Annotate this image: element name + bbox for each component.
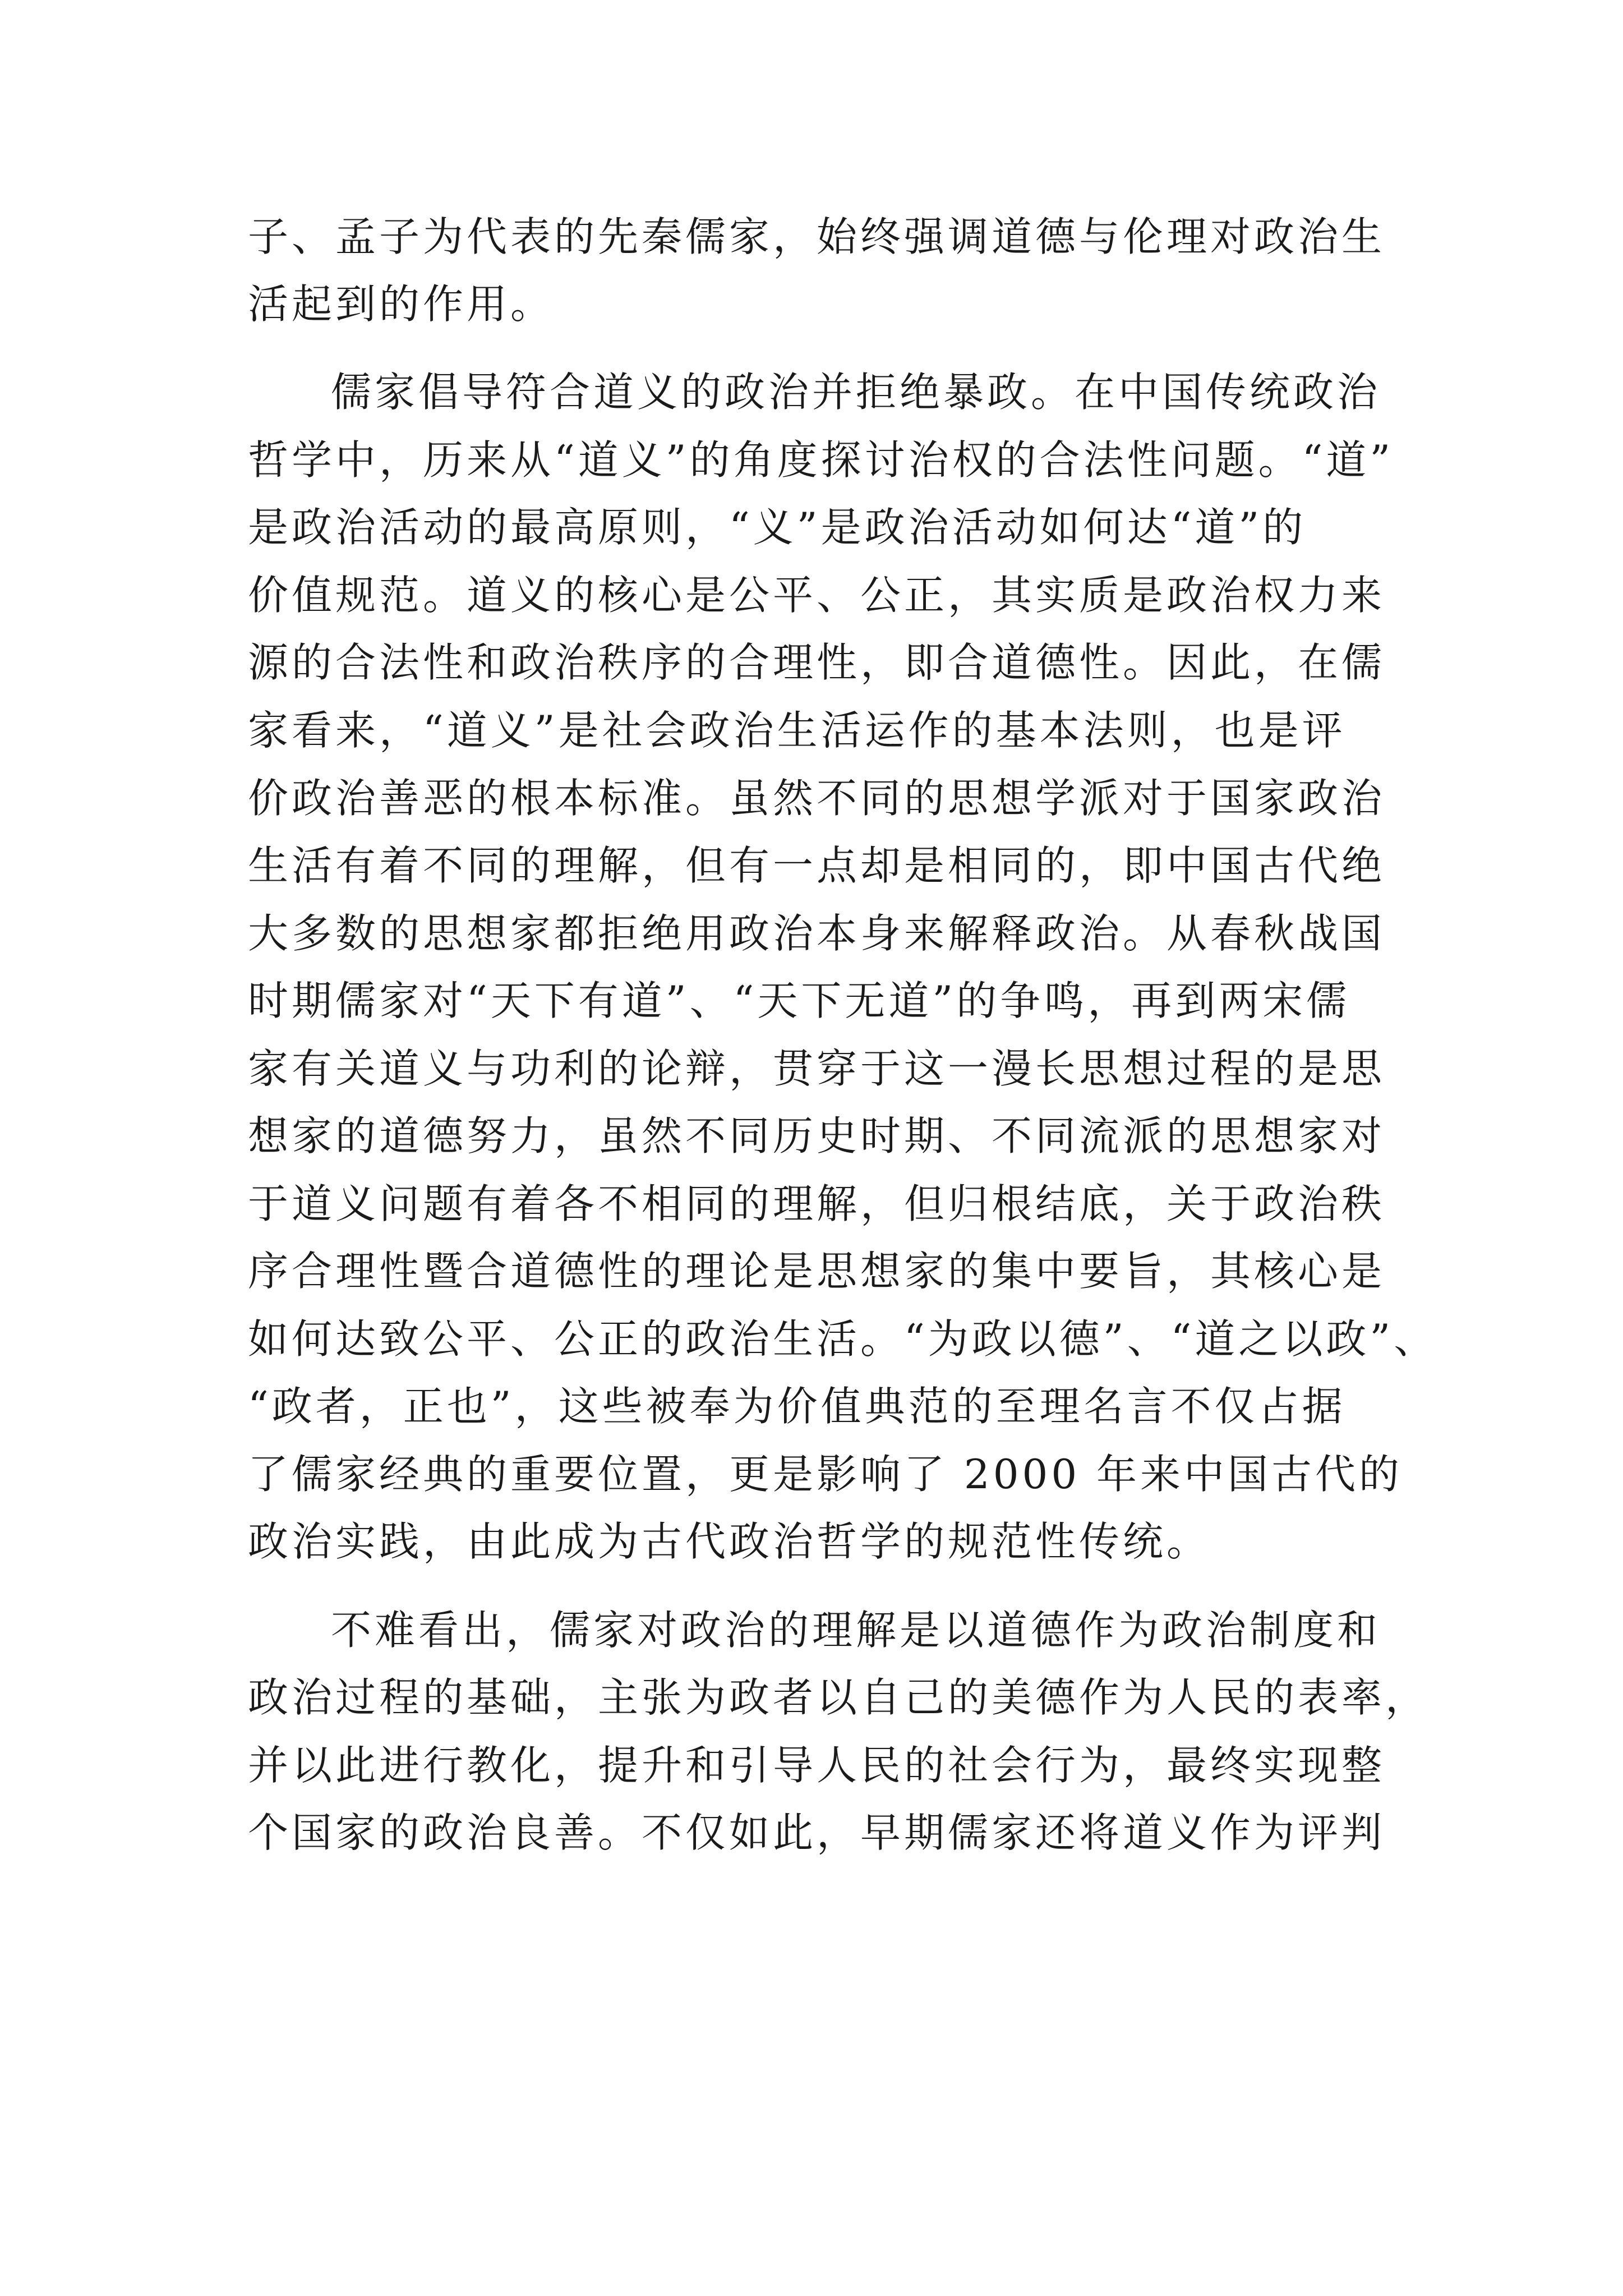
text-line-20: 政治实践，由此成为古代政治哲学的规范性传统。 bbox=[248, 1518, 1211, 1565]
text-line-11: 大多数的思想家都拒绝用政治本身来解释政治。从春秋战国 bbox=[248, 910, 1386, 957]
text-line-19: 了儒家经典的重要位置，更是影响了 2000 年来中国古代的 bbox=[248, 1451, 1403, 1498]
text-line-1: 子、孟子为代表的先秦儒家，始终强调道德与伦理对政治生 bbox=[248, 213, 1386, 260]
text-line-12: 时期儒家对“天下有道”、“天下无道”的争鸣，再到两宋儒 bbox=[248, 977, 1350, 1024]
text-line-22: 政治过程的基础，主张为政者以自己的美德作为人民的表率， bbox=[248, 1674, 1430, 1721]
text-line-24: 个国家的政治良善。不仅如此，早期儒家还将道义作为评判 bbox=[248, 1809, 1386, 1856]
text-line-13: 家有关道义与功利的论辩，贯穿于这一漫长思想过程的是思 bbox=[248, 1045, 1386, 1092]
text-line-18: “政者，正也”，这些被奉为价值典范的至理名言不仅占据 bbox=[248, 1383, 1346, 1430]
text-line-9: 价政治善恶的根本标准。虽然不同的思想学派对于国家政治 bbox=[248, 775, 1386, 822]
text-line-23: 并以此进行教化，提升和引导人民的社会行为，最终实现整 bbox=[248, 1742, 1386, 1789]
text-line-21: 不难看出，儒家对政治的理解是以道德作为政治制度和 bbox=[331, 1607, 1381, 1654]
text-line-16: 序合理性暨合道德性的理论是思想家的集中要旨，其核心是 bbox=[248, 1248, 1386, 1295]
text-line-3: 儒家倡导符合道义的政治并拒绝暴政。在中国传统政治 bbox=[331, 369, 1381, 416]
text-line-6: 价值规范。道义的核心是公平、公正，其实质是政治权力来 bbox=[248, 572, 1386, 619]
text-line-2: 活起到的作用。 bbox=[248, 280, 555, 328]
text-line-14: 想家的道德努力，虽然不同历史时期、不同流派的思想家对 bbox=[248, 1112, 1386, 1159]
text-line-7: 源的合法性和政治秩序的合理性，即合道德性。因此，在儒 bbox=[248, 639, 1386, 686]
text-line-4: 哲学中，历来从“道义”的角度探讨治权的合法性问题。“道” bbox=[248, 436, 1394, 484]
text-line-10: 生活有着不同的理解，但有一点却是相同的，即中国古代绝 bbox=[248, 842, 1386, 889]
text-line-17: 如何达致公平、公正的政治生活。“为政以德”、“道之以政”、 bbox=[248, 1315, 1438, 1363]
text-line-15: 于道义问题有着各不相同的理解，但归根结底，关于政治秩 bbox=[248, 1180, 1386, 1227]
text-line-8: 家看来，“道义”是社会政治生活运作的基本法则，也是评 bbox=[248, 707, 1346, 754]
text-line-5: 是政治活动的最高原则，“义”是政治活动如何达“道”的 bbox=[248, 504, 1307, 551]
